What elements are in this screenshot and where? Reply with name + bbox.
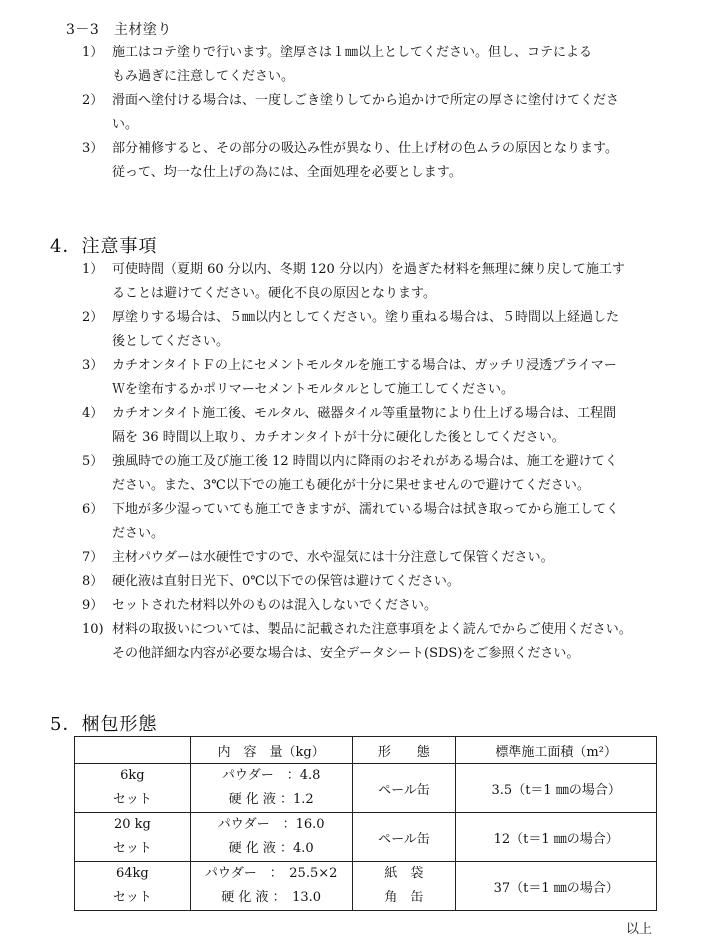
- item-text: 部分補修すると、その部分の吸込み性が異なり、仕上げ材の色ムラの原因となります。 従って、均一な仕上げの為には、全面処理を必要とします。: [112, 141, 618, 180]
- list-item: 7） 主材パウダーは水硬性ですので、水や湿気には十分注意して保管ください。: [82, 546, 662, 570]
- table-header-cell: [75, 737, 191, 764]
- table-row: [75, 862, 657, 911]
- item-text: 強風時での施工及び施工後 12 時間以内に降雨のおそれがある場合は、施工を避けてく ださい。また、3℃以下での施工も硬化が十分に果せませんので避けてください。: [112, 454, 618, 493]
- set-size-cell: 20 kg セット: [75, 813, 191, 862]
- content-cell: パウダー ：4.8 硬 化 液 ：1.2: [190, 764, 352, 813]
- table-header-cell: 形 態: [352, 737, 456, 764]
- list-item: 9） セットされた材料以外のものは混入しないでください。: [82, 594, 662, 618]
- list-item: 6） 下地が多少湿っていても施工できますが、濡れている場合は拭き取ってから施工してく ださい。: [82, 498, 662, 546]
- list-item: 8） 硬化液は直射日光下、0℃以下での保管は避けてください。: [82, 570, 662, 594]
- closing-mark: 以上: [625, 922, 652, 937]
- list-item: 1） 施工はコテ塗りで行います。塗厚さは１㎜以上としてください。但し、コテによる もみ過ぎに注意してください。: [82, 41, 662, 89]
- content-cell: パウダー ： 25.5×2 硬 化 液 ： 13.0: [190, 862, 352, 911]
- item-text: 施工はコテ塗りで行います。塗厚さは１㎜以上としてください。但し、コテによる もみ過ぎに注意してください。: [112, 45, 592, 84]
- item-text: 可使時間（夏期 60 分以内、冬期 120 分以内）を過ぎた材料を無理に練り戻して施工す ることは避けてください。硬化不良の原因となります。: [112, 262, 625, 301]
- form-cell: ペール缶: [352, 813, 456, 862]
- area-cell: 37（t＝1 ㎜の場合）: [456, 862, 657, 911]
- item-text: セットされた材料以外のものは混入しないでください。: [112, 598, 438, 613]
- table-header-cell: 内 容 量（kg）: [190, 737, 352, 764]
- item-text: カチオンタイトＦの上にセメントモルタルを施工する場合は、ガッチリ浸透プライマー Ｗを塗布するかポリマーセメントモルタルとして施工してください。: [112, 358, 617, 397]
- item-text: 主材パウダーは水硬性ですので、水や湿気には十分注意して保管ください。: [112, 550, 554, 565]
- list-item: 4） カチオンタイト施工後、モルタル、磁器タイル等重量物により仕上げる場合は、工程間 隔を 36 時間以上取り、カチオンタイトが十分に硬化した後としてください。: [82, 402, 662, 450]
- section-4-list: [82, 258, 662, 666]
- form-cell: ペール缶: [352, 764, 456, 813]
- list-item: 2） 厚塗りする場合は、５㎜以内としてください。塗り重ねる場合は、５時間以上経過した 後としてください。: [82, 306, 662, 354]
- area-cell: 3.5（t＝1 ㎜の場合）: [456, 764, 657, 813]
- table-row: [75, 764, 657, 813]
- item-text: 下地が多少湿っていても施工できますが、濡れている場合は拭き取ってから施工してく ださい。: [112, 502, 620, 541]
- list-item: 3） 部分補修すると、その部分の吸込み性が異なり、仕上げ材の色ムラの原因となります。 従って、均一な仕上げの為には、全面処理を必要とします。: [82, 137, 662, 185]
- section-5-heading: 5．梱包形態: [50, 714, 158, 735]
- list-item: 10) 材料の取扱いについては、製品に記載された注意事項をよく読んでからご使用ください。 その他詳細な内容が必要な場合は、安全データシート(SDS)をご参照ください。: [82, 618, 662, 666]
- item-text: 厚塗りする場合は、５㎜以内としてください。塗り重ねる場合は、５時間以上経過した 後としてください。: [112, 310, 620, 349]
- list-item: 2） 滑面へ塗付ける場合は、一度しごき塗りしてから追かけで所定の厚さに塗付けてくださ い。: [82, 89, 662, 137]
- item-text: 材料の取扱いについては、製品に記載された注意事項をよく読んでからご使用ください。 その他詳細な内容が必要な場合は、安全データシート(SDS)をご参照ください。: [112, 622, 632, 661]
- packaging-table: [74, 736, 657, 911]
- list-item: 1） 可使時間（夏期 60 分以内、冬期 120 分以内）を過ぎた材料を無理に練り戻して施工す ることは避けてください。硬化不良の原因となります。: [82, 258, 662, 306]
- list-item: 3） カチオンタイトＦの上にセメントモルタルを施工する場合は、ガッチリ浸透プライマー Ｗを塗布するかポリマーセメントモルタルとして施工してください。: [82, 354, 662, 402]
- section-3-3-list: [82, 41, 662, 185]
- item-text: 滑面へ塗付ける場合は、一度しごき塗りしてから追かけで所定の厚さに塗付けてくださ い。: [112, 93, 620, 132]
- list-item: 5） 強風時での施工及び施工後 12 時間以内に降雨のおそれがある場合は、施工を避けてく ださい。また、3℃以下での施工も硬化が十分に果せませんので避けてください。: [82, 450, 662, 498]
- table-row: [75, 813, 657, 862]
- form-cell: 紙 袋 角 缶: [352, 862, 456, 911]
- table-header-cell: 標準施工面積（m²）: [456, 737, 657, 764]
- content-cell: パウダー ：16.0 硬 化 液 ：4.0: [190, 813, 352, 862]
- set-size-cell: 6kg セット: [75, 764, 191, 813]
- set-size-cell: 64kg セット: [75, 862, 191, 911]
- item-text: カチオンタイト施工後、モルタル、磁器タイル等重量物により仕上げる場合は、工程間 隔を 36 時間以上取り、カチオンタイトが十分に硬化した後としてください。: [112, 406, 617, 445]
- area-cell: 12（t＝1 ㎜の場合）: [456, 813, 657, 862]
- section-4-heading: 4．注意事項: [50, 236, 158, 257]
- item-text: 硬化液は直射日光下、0℃以下での保管は避けてください。: [112, 574, 460, 589]
- section-3-3-heading: 3－3 主材塗り: [66, 22, 172, 38]
- table-header-row: [75, 737, 657, 764]
